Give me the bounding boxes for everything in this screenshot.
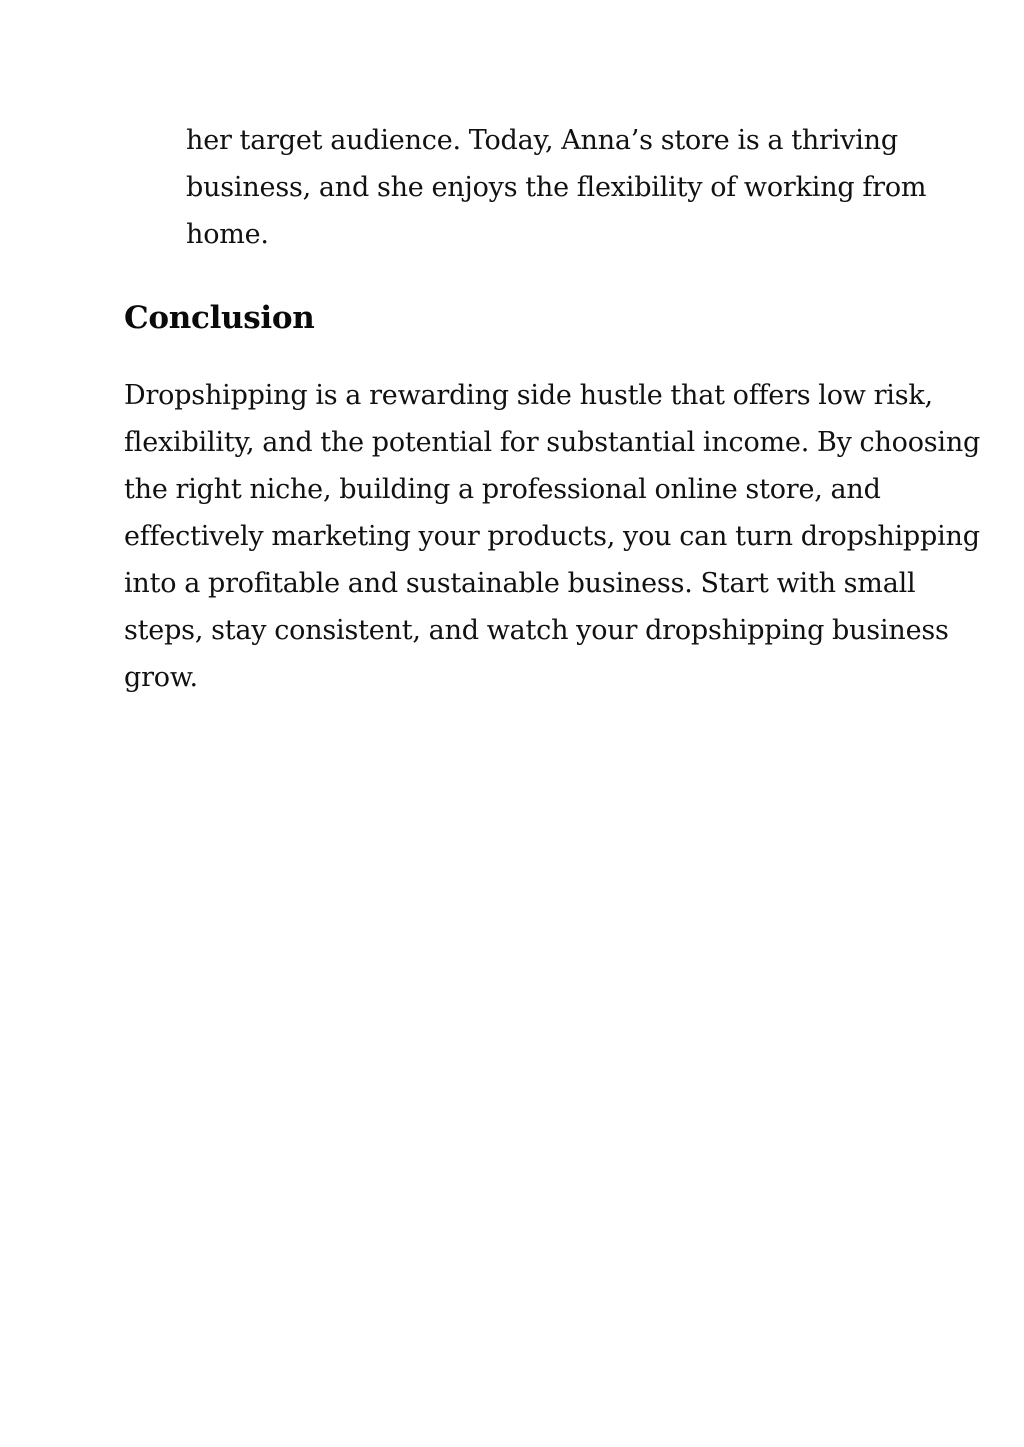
paragraph-line: grow. (124, 662, 198, 693)
paragraph-line: her target audience. Today, Anna’s store is a thriving (186, 125, 898, 156)
paragraph-line: the right niche, building a professional online store, and (124, 474, 881, 505)
paragraph-line: flexibility, and the potential for substantial income. By choosing (124, 427, 981, 458)
paragraph-line: home. (186, 219, 269, 250)
paragraph-line: business, and she enjoys the flexibility of working from (186, 172, 927, 203)
paragraph-line: Dropshipping is a rewarding side hustle that offers low risk, (124, 380, 933, 411)
paragraph-line: effectively marketing your products, you can turn dropshipping (124, 521, 980, 552)
paragraph-line: steps, stay consistent, and watch your dropshipping business (124, 615, 949, 646)
paragraph-line: into a profitable and sustainable business. Start with small (124, 568, 916, 599)
section-heading-conclusion: Conclusion (124, 300, 315, 336)
